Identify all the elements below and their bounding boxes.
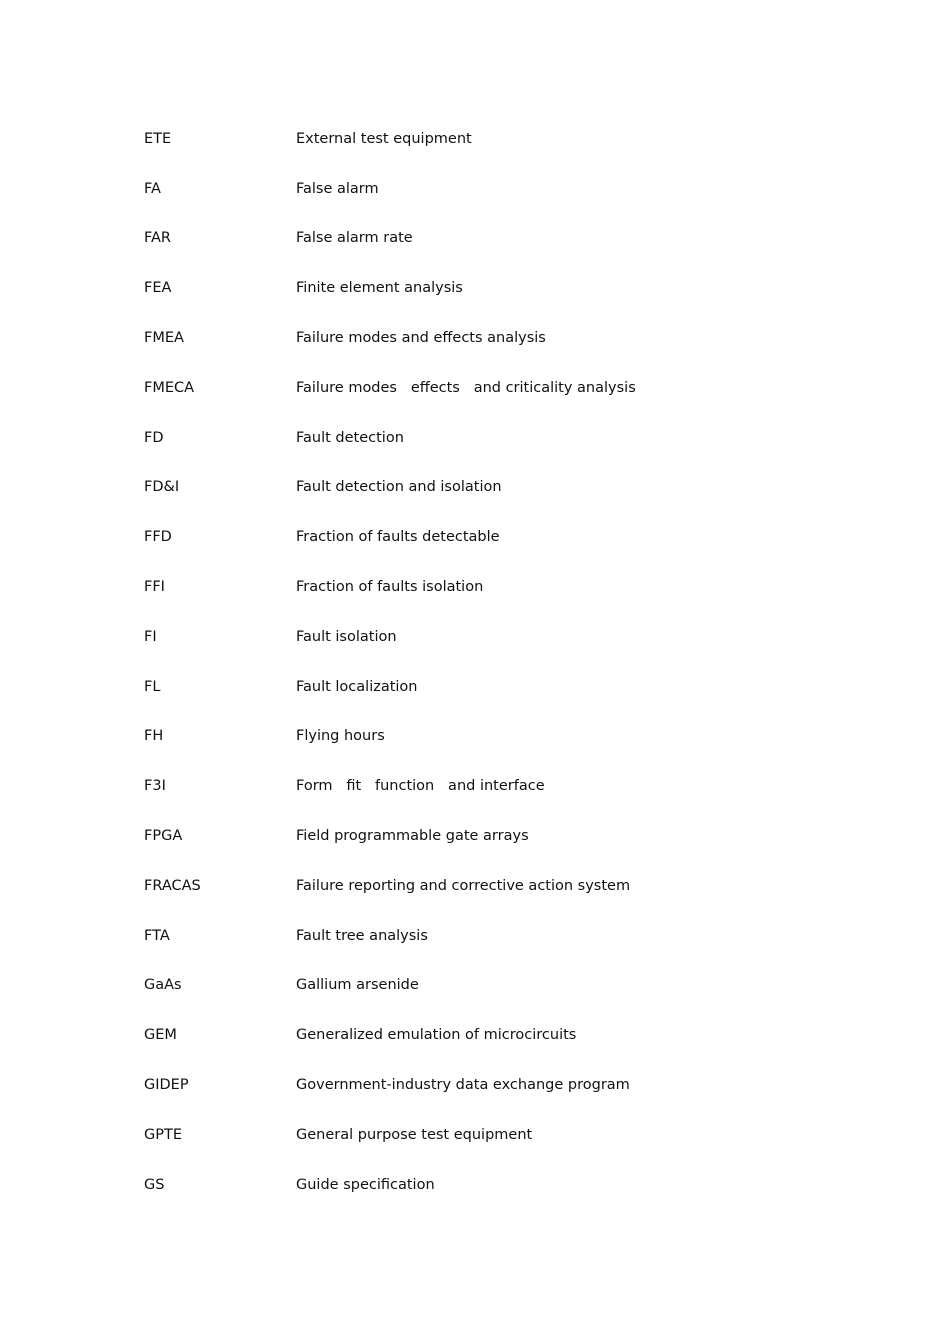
- list-item: [144, 612, 636, 662]
- list-item: [144, 1160, 636, 1210]
- definition: Fraction of faults detectable: [296, 529, 500, 546]
- definition: Field programmable gate arrays: [296, 828, 529, 845]
- definition: Fraction of faults isolation: [296, 579, 484, 596]
- list-item: [144, 164, 636, 214]
- definition: External test equipment: [296, 130, 472, 147]
- definition: Fault isolation: [296, 628, 397, 645]
- definition: Flying hours: [296, 728, 385, 745]
- list-item: [144, 413, 636, 463]
- abbreviation: FH: [144, 728, 164, 745]
- abbreviation: FD&I: [144, 479, 180, 496]
- list-item: [144, 1060, 636, 1110]
- abbreviation: FAR: [144, 230, 172, 247]
- list-item: [144, 313, 636, 363]
- definition: Government-industry data exchange program: [296, 1077, 630, 1094]
- list-item: [144, 662, 636, 712]
- definition: Failure reporting and corrective action system: [296, 877, 631, 894]
- definition: Fault detection and isolation: [296, 479, 502, 496]
- abbreviation: F3I: [144, 778, 166, 795]
- abbreviation: FD: [144, 429, 164, 446]
- abbreviation: GS: [144, 1176, 165, 1193]
- abbreviation: FMECA: [144, 379, 195, 396]
- definition: Fault localization: [296, 678, 418, 695]
- abbreviation: ETE: [144, 130, 172, 147]
- abbreviation: FMEA: [144, 330, 184, 347]
- list-item: [144, 811, 636, 861]
- definition: False alarm rate: [296, 230, 413, 247]
- abbreviation: FPGA: [144, 828, 183, 845]
- abbreviation: FFD: [144, 529, 172, 546]
- list-item: [144, 1110, 636, 1160]
- list-item: [144, 911, 636, 961]
- list-item: [144, 512, 636, 562]
- definition: Form fit function and interface: [296, 778, 545, 795]
- list-item: [144, 961, 636, 1011]
- definition: General purpose test equipment: [296, 1126, 533, 1143]
- abbreviation: FI: [144, 628, 157, 645]
- definition: Fault detection: [296, 429, 404, 446]
- abbreviation: FFI: [144, 579, 165, 596]
- definition: Finite element analysis: [296, 280, 463, 297]
- definition: Failure modes and effects analysis: [296, 330, 546, 347]
- list-item: [144, 363, 636, 413]
- list-item: [144, 712, 636, 762]
- definition: Guide specification: [296, 1176, 435, 1193]
- list-item: [144, 214, 636, 264]
- abbreviation: GEM: [144, 1027, 177, 1044]
- definition: Fault tree analysis: [296, 927, 428, 944]
- definition: Gallium arsenide: [296, 977, 419, 994]
- abbreviation: FEA: [144, 280, 172, 297]
- list-item: [144, 463, 636, 513]
- definition: Generalized emulation of microcircuits: [296, 1027, 577, 1044]
- list-item: [144, 1010, 636, 1060]
- abbreviation: FRACAS: [144, 877, 201, 894]
- abbreviation-list: [144, 114, 636, 1210]
- abbreviation: FL: [144, 678, 161, 695]
- list-item: [144, 562, 636, 612]
- abbreviation: GIDEP: [144, 1077, 189, 1094]
- list-item: [144, 263, 636, 313]
- abbreviation: GPTE: [144, 1126, 182, 1143]
- definition: False alarm: [296, 180, 379, 197]
- abbreviation: FA: [144, 180, 161, 197]
- abbreviation: GaAs: [144, 977, 182, 994]
- list-item: [144, 761, 636, 811]
- list-item: [144, 861, 636, 911]
- abbreviation: FTA: [144, 927, 170, 944]
- list-item: [144, 114, 636, 164]
- definition: Failure modes effects and criticality analysis: [296, 379, 636, 396]
